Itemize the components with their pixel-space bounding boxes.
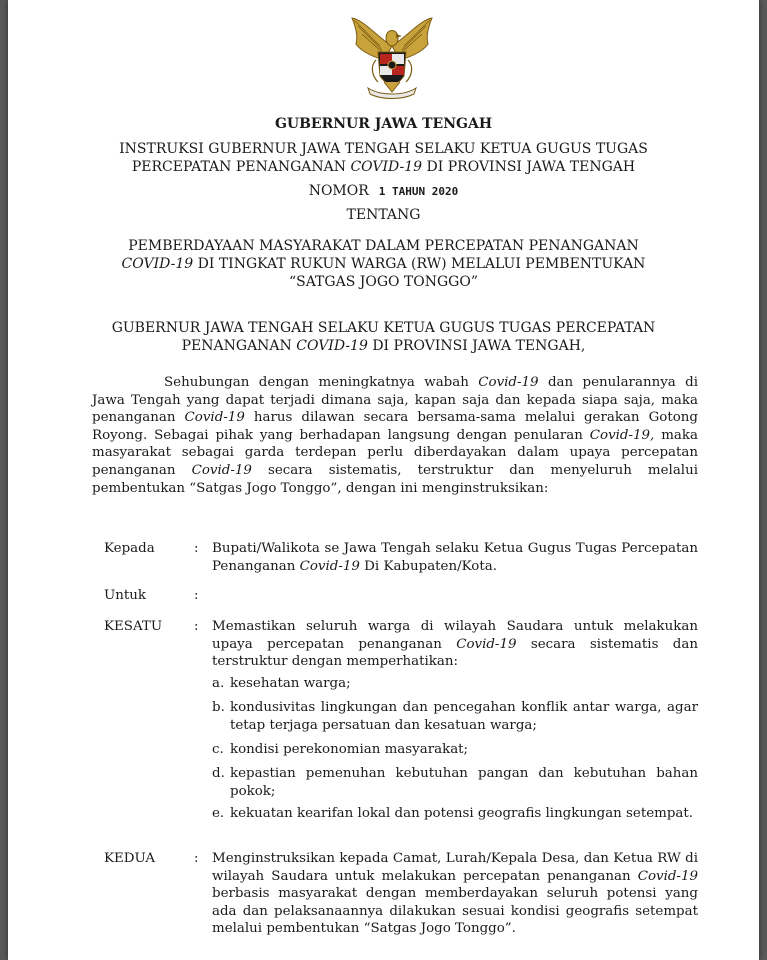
list-item-letter: d. [212, 766, 225, 781]
untuk-label: Untuk [104, 588, 147, 603]
intro-paragraph: Sehubungan dengan meningkatnya wabah Covid-19 dan penularannya di Jawa Tengah yang dapat terjadi dimana saja, kapan saja dan kepada siapa saja, maka penanganan Covid-19 harus dilawan secara bersama-sama melalui gerakan Gotong Royong. Sebagai pihak yang berhadapan langsung dengan penularan Covid-19, maka masyarakat sebagai garda terdepan perlu diberdayakan dalam upaya percepatan penanganan Covid-19 secara sistematis, terstruktur dan menyeluruh melalui pembentukan “Satgas Jogo Tonggo”, dengan ini menginstruksikan: [92, 375, 698, 496]
untuk-colon: : [194, 588, 199, 603]
instruction-title-line1: INSTRUKSI GUBERNUR JAWA TENGAH SELAKU KETUA GUGUS TUGAS [119, 141, 648, 157]
kedua-text: Menginstruksikan kepada Camat, Lurah/Kepala Desa, dan Ketua RW di wilayah Saudara untuk melakukan percepatan penanganan Covid-19 berbasis masyarakat dengan memberdayakan seluruh potensi yang ada dan pelaksanaannya dilakukan sesuai kondisi geografis setempat melalui pembentukan “Satgas Jogo Tonggo”. [212, 851, 698, 937]
list-item-letter: c. [212, 742, 224, 757]
kepada-label: Kepada [104, 541, 155, 556]
list-item-text: kondisi perekonomian masyarakat; [230, 742, 469, 757]
kepada-colon: : [194, 541, 199, 556]
subject-line2: COVID-19 DI TINGKAT RUKUN WARGA (RW) MELALUI PEMBENTUKAN [121, 256, 646, 272]
kesatu-colon: : [194, 619, 199, 634]
instruction-title-line2: PERCEPATAN PENANGANAN COVID-19 DI PROVINSI JAWA TENGAH [131, 159, 636, 175]
governor-designation-line1: GUBERNUR JAWA TENGAH SELAKU KETUA GUGUS TUGAS PERCEPATAN [111, 320, 656, 336]
nomor-value: 1 TAHUN 2020 [378, 185, 459, 198]
list-item-letter: b. [212, 700, 225, 715]
instruction-number [8, 183, 759, 199]
list-item-letter: a. [212, 676, 225, 691]
kesatu-label: KESATU [104, 619, 163, 634]
kedua-colon: : [194, 851, 199, 866]
tentang-heading: TENTANG [346, 207, 421, 223]
governor-designation-line2: PENANGANAN COVID-19 DI PROVINSI JAWA TENGAH, [181, 338, 586, 354]
subject-line1: PEMBERDAYAAN MASYARAKAT DALAM PERCEPATAN PENANGANAN [128, 238, 639, 254]
garuda-emblem-icon [346, 16, 438, 100]
kepada-text: Bupati/Walikota se Jawa Tengah selaku Ketua Gugus Tugas Percepatan Penanganan Covid-19 Di Kabupaten/Kota. [212, 541, 698, 574]
kesatu-text: Memastikan seluruh warga di wilayah Saudara untuk melakukan upaya percepatan penanganan Covid-19 secara sistematis dan terstruktur dengan memperhatikan: [212, 619, 698, 670]
governor-title: GUBERNUR JAWA TENGAH [274, 116, 493, 132]
subject-line3: “SATGAS JOGO TONGGO” [288, 274, 479, 290]
nomor-label: NOMOR [308, 183, 369, 199]
list-item-text: kesehatan warga; [230, 676, 351, 691]
document-page [8, 0, 759, 960]
list-item-text: kepastian pemenuhan kebutuhan pangan dan kebutuhan bahan pokok; [230, 766, 698, 799]
list-item-letter: e. [212, 806, 225, 821]
list-item-text: kondusivitas lingkungan dan pencegahan konflik antar warga, agar tetap terjaga persatuan dan kesatuan warga; [230, 700, 698, 733]
kedua-label: KEDUA [104, 851, 156, 866]
list-item-text: kekuatan kearifan lokal dan potensi geografis lingkungan setempat. [230, 806, 694, 821]
